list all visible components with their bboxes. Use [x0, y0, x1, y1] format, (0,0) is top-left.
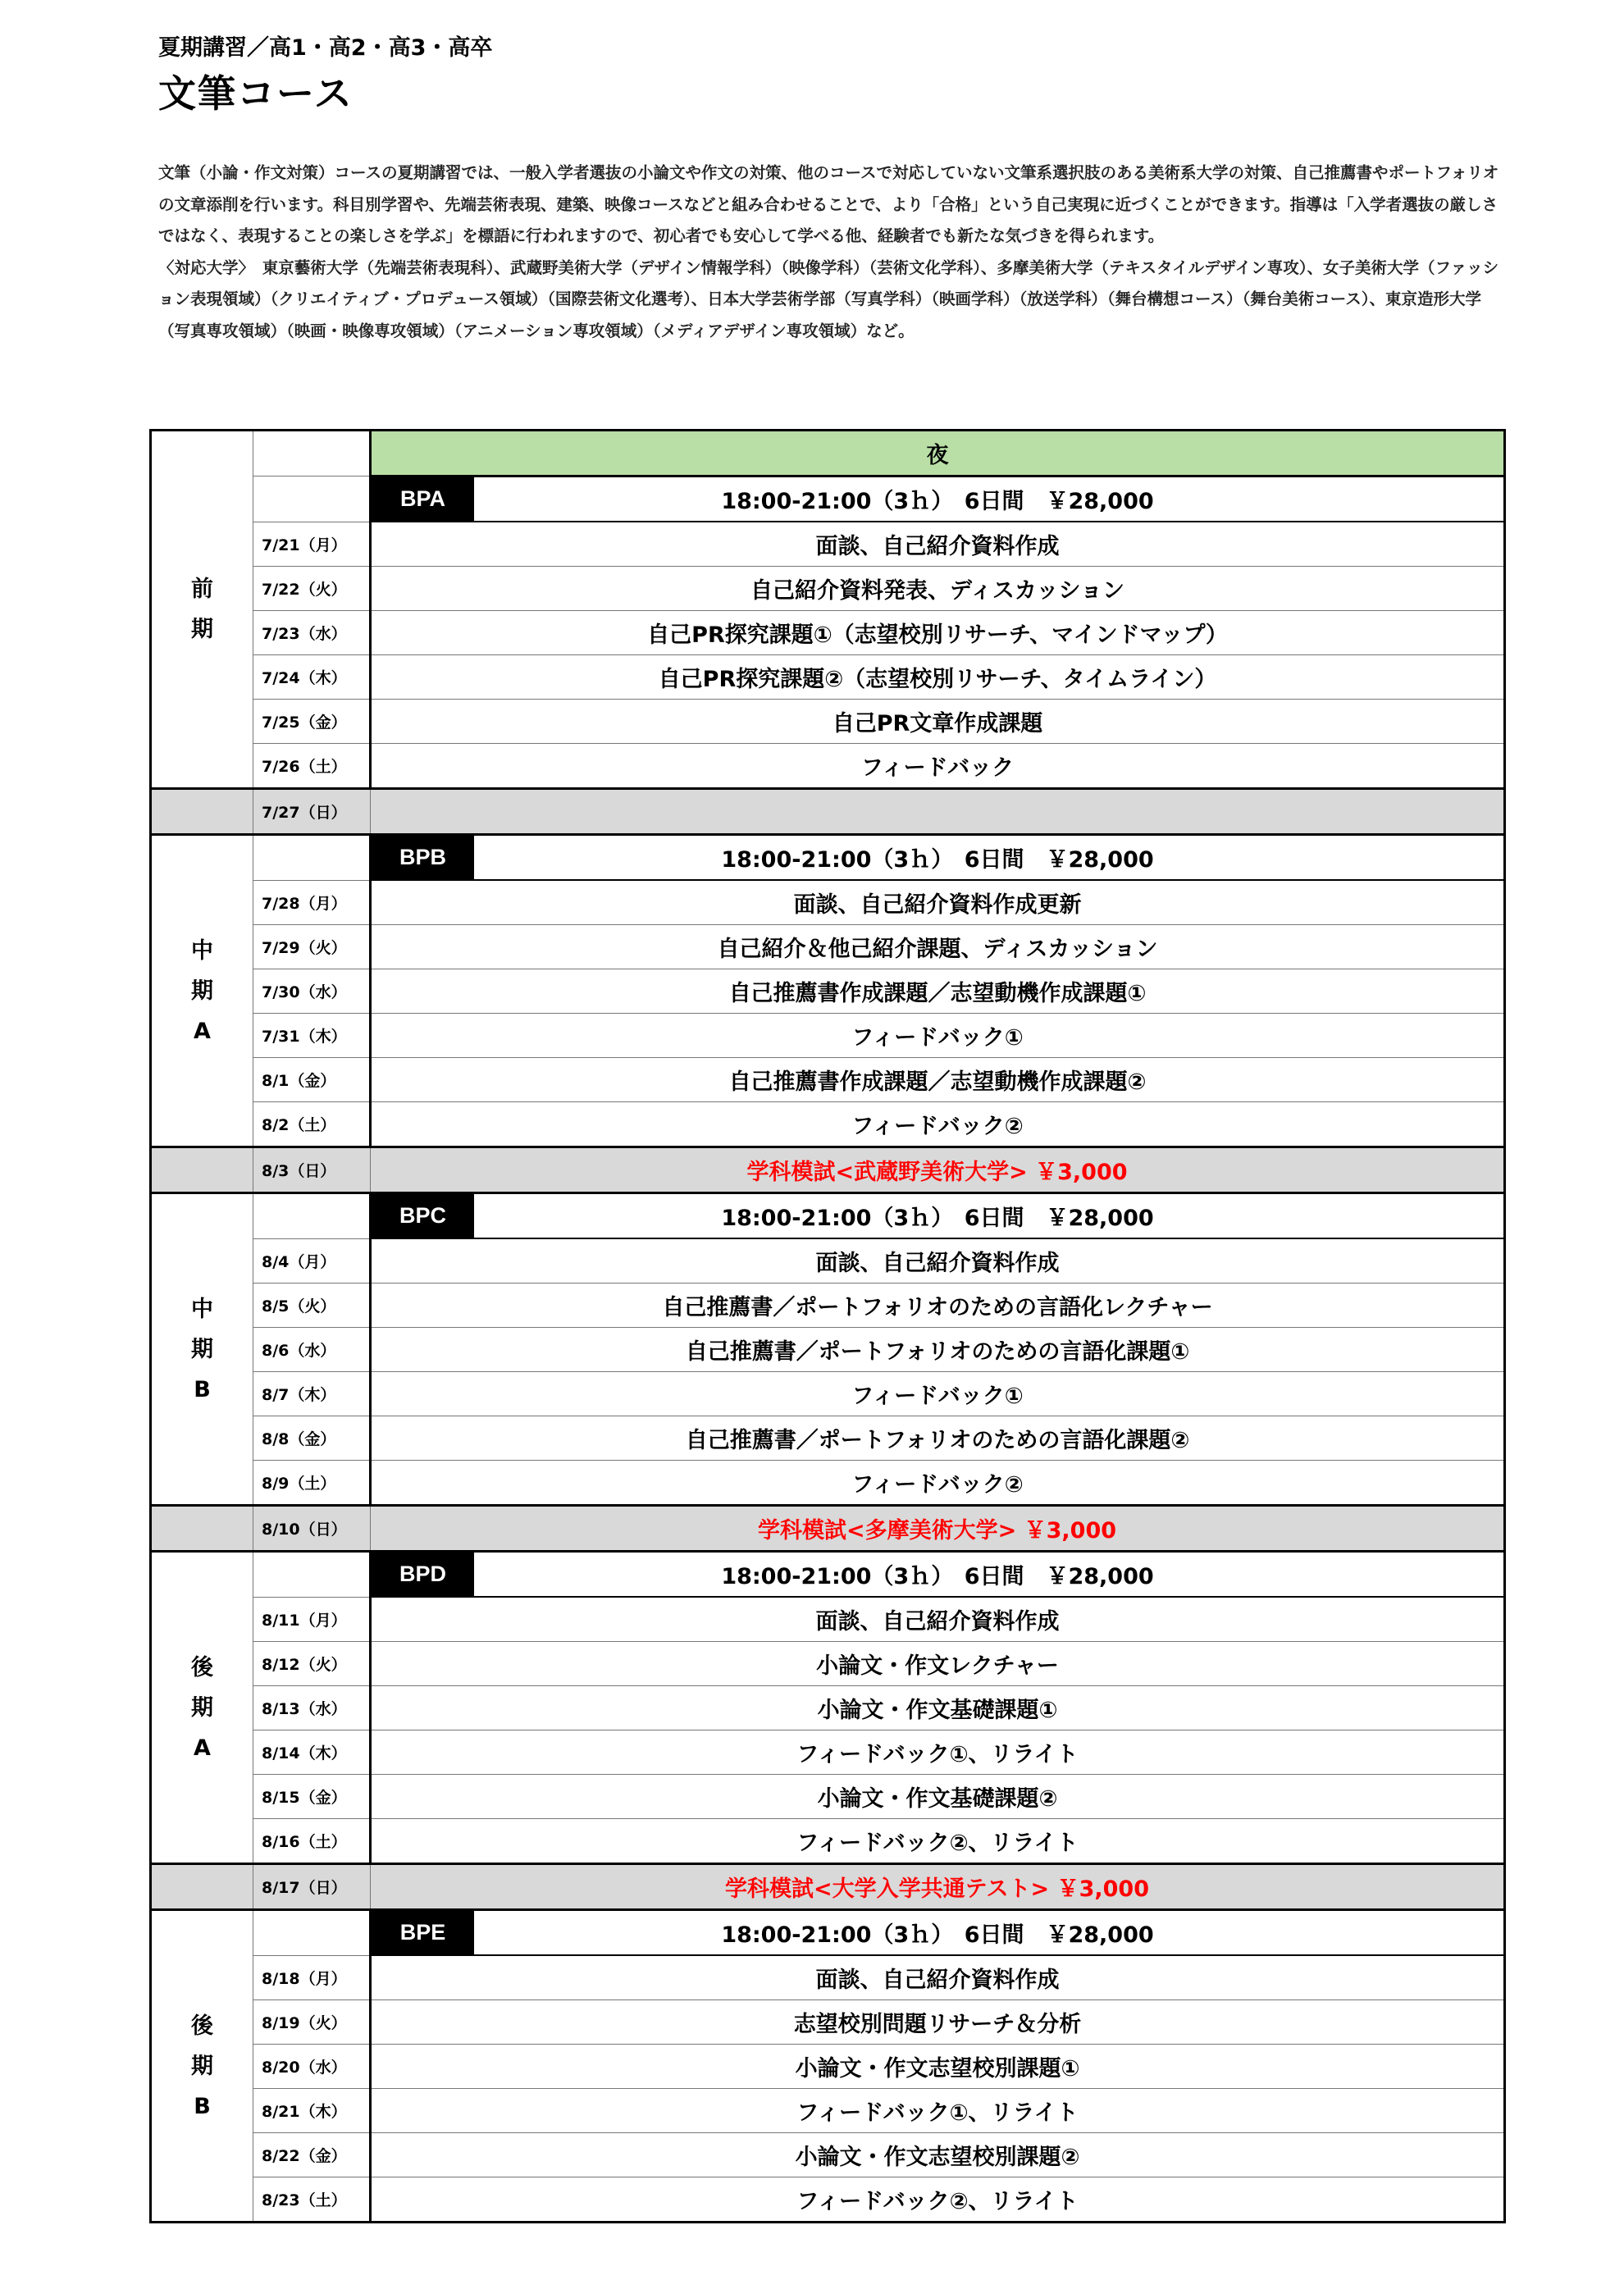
lesson-content: 面談、自己紹介資料作成 [371, 1955, 1505, 2000]
period-cell [151, 1910, 253, 2223]
schedule-row [151, 2045, 1505, 2089]
course-code-row [151, 1552, 1505, 1598]
period-label-char: 期 [191, 1694, 213, 1721]
schedule-row [151, 2133, 1505, 2177]
break-day-row [151, 1864, 1505, 1910]
date-cell: 7/21（月） [253, 522, 371, 567]
date-cell: 8/14（木） [253, 1730, 371, 1775]
date-cell: 8/23（土） [253, 2177, 371, 2223]
date-cell: 8/6（水） [253, 1328, 371, 1372]
break-day-row [151, 789, 1505, 835]
date-cell: 8/13（水） [253, 1686, 371, 1730]
date-cell: 8/5（火） [253, 1284, 371, 1328]
period-label-char: B [194, 2093, 211, 2119]
course-code-badge: BPE [372, 1911, 474, 1954]
schedule-row [151, 2000, 1505, 2045]
date-cell: 8/20（水） [253, 2045, 371, 2089]
schedule-row [151, 655, 1505, 700]
lesson-content: 志望校別問題リサーチ＆分析 [371, 2000, 1505, 2045]
lesson-content: フィードバック②、リライト [371, 1819, 1505, 1864]
period-label-char: 中 [191, 937, 213, 964]
mock-exam-note: 学科模試<大学入学共通テスト> ￥3,000 [371, 1864, 1505, 1910]
target-universities: 〈対応大学〉 東京藝術大学（先端芸術表現科）、武蔵野美術大学（デザイン情報学科）（映像学科）（芸術文化学科）、多摩美術大学（テキスタイルデザイン専攻）、女子美術大学（ファッション表現領域）（クリエイティブ・プロデュース領域）（国際芸術文化選考）、日本大学芸術学部（写真学科）（映画学科）（放送学科）（舞台構想コース）（舞台美術コース）、東京造形大学（写真専攻領域）（映画・映像専攻領域）（アニメーション専攻領域）（メディアデザイン専攻領域）など。 [158, 258, 1499, 340]
course-code-cell [371, 1552, 1505, 1598]
period-cell [151, 835, 253, 1147]
lesson-content: 小論文・作文志望校別課題② [371, 2133, 1505, 2177]
date-cell: 8/12（火） [253, 1642, 371, 1686]
lesson-content: 自己PR探究課題①（志望校別リサーチ、マインドマップ） [371, 611, 1505, 655]
period-label-char: 期 [191, 1336, 213, 1362]
break-spacer [151, 789, 253, 835]
date-cell: 7/30（水） [253, 969, 371, 1014]
course-time-price: 18:00-21:00（3ｈ） 6日間 ￥28,000 [721, 1922, 1154, 1948]
schedule-row [151, 1102, 1505, 1147]
date-cell: 7/25（金） [253, 700, 371, 744]
description-paragraph: 文筆（小論・作文対策）コースの夏期講習では、一般入学者選抜の小論文や作文の対策、他のコースで対応していない文筆系選択肢のある美術系大学の対策、自己推薦書やポートフォリオの文章添削を行います。科目別学習や、先端芸術表現、建築、映像コースなどと組み合わせることで、より「合格」という自己実現に近づくことができます。指導は「入学者選抜の厳しさではなく、表現することの楽しさを学ぶ」を標語に行われますので、初心者でも安心して学べる他、経験者でも新たな気づきを得られます。 [158, 163, 1499, 245]
schedule-row [151, 2177, 1505, 2223]
lesson-content: 自己紹介＆他己紹介課題、ディスカッション [371, 925, 1505, 969]
time-slot-header-row [151, 431, 1505, 476]
date-cell: 8/4（月） [253, 1238, 371, 1284]
mock-exam-note: 学科模試<武蔵野美術大学> ￥3,000 [371, 1147, 1505, 1193]
schedule-row [151, 2089, 1505, 2133]
lesson-content: 自己推薦書作成課題／志望動機作成課題① [371, 969, 1505, 1014]
date-cell: 8/15（金） [253, 1775, 371, 1819]
period-label-char: B [194, 1376, 211, 1402]
period-cell [151, 431, 253, 789]
schedule-row [151, 1461, 1505, 1506]
date-spacer [253, 476, 371, 522]
break-date: 8/3（日） [253, 1147, 371, 1193]
break-date: 7/27（日） [253, 789, 371, 835]
date-cell: 8/1（金） [253, 1058, 371, 1102]
course-code-row [151, 835, 1505, 881]
date-cell: 7/22（火） [253, 567, 371, 611]
schedule-row [151, 1730, 1505, 1775]
schedule-row [151, 522, 1505, 567]
course-code-badge: BPA [372, 477, 474, 521]
schedule-row [151, 567, 1505, 611]
course-code-badge: BPC [372, 1194, 474, 1238]
break-day-row [151, 1147, 1505, 1193]
course-code-row [151, 1910, 1505, 1956]
break-date: 8/10（日） [253, 1506, 371, 1552]
date-spacer [253, 1193, 371, 1239]
lesson-content: 自己PR探究課題②（志望校別リサーチ、タイムライン） [371, 655, 1505, 700]
schedule-row [151, 1372, 1505, 1416]
lesson-content: フィードバック① [371, 1014, 1505, 1058]
period-label-char: 中 [191, 1296, 213, 1322]
lesson-content: 自己推薦書／ポートフォリオのための言語化課題② [371, 1416, 1505, 1461]
schedule-row [151, 700, 1505, 744]
period-label-char: 期 [191, 617, 213, 642]
schedule-row [151, 1597, 1505, 1642]
lesson-content: フィードバック②、リライト [371, 2177, 1505, 2223]
course-code-cell [371, 1193, 1505, 1239]
date-cell: 8/9（土） [253, 1461, 371, 1506]
date-cell: 8/22（金） [253, 2133, 371, 2177]
period-label-char: 前 [191, 577, 213, 602]
course-time-price: 18:00-21:00（3ｈ） 6日間 ￥28,000 [721, 1564, 1154, 1589]
schedule-row [151, 1686, 1505, 1730]
schedule-row [151, 969, 1505, 1014]
schedule-row [151, 925, 1505, 969]
course-code-cell [371, 835, 1505, 881]
schedule-row [151, 1284, 1505, 1328]
date-cell: 7/31（木） [253, 1014, 371, 1058]
page-title: 文筆コース [158, 71, 354, 116]
break-spacer [151, 1147, 253, 1193]
lesson-content: フィードバック② [371, 1461, 1505, 1506]
period-label-char: A [194, 1735, 211, 1761]
time-slot-label: 夜 [371, 431, 1505, 476]
course-code-row [151, 476, 1505, 522]
lesson-content: 小論文・作文レクチャー [371, 1642, 1505, 1686]
date-cell: 8/7（木） [253, 1372, 371, 1416]
lesson-content: フィードバック② [371, 1102, 1505, 1147]
break-date: 8/17（日） [253, 1864, 371, 1910]
break-spacer [151, 1506, 253, 1552]
date-cell: 7/26（土） [253, 744, 371, 789]
break-spacer [151, 1864, 253, 1910]
period-label-char: 期 [191, 978, 213, 1004]
schedule-table [149, 429, 1506, 2223]
date-cell: 8/8（金） [253, 1416, 371, 1461]
schedule-row [151, 611, 1505, 655]
schedule-row [151, 1642, 1505, 1686]
date-cell: 8/2（土） [253, 1102, 371, 1147]
lesson-content: 自己PR文章作成課題 [371, 700, 1505, 744]
lesson-content: 自己紹介資料発表、ディスカッション [371, 567, 1505, 611]
course-time-price: 18:00-21:00（3ｈ） 6日間 ￥28,000 [721, 1206, 1154, 1231]
date-spacer [253, 835, 371, 881]
schedule-row [151, 1014, 1505, 1058]
schedule-row [151, 1328, 1505, 1372]
date-cell: 7/28（月） [253, 880, 371, 925]
period-label-char: 後 [191, 2013, 213, 2039]
course-code-badge: BPB [372, 836, 474, 879]
period-label-char: 期 [191, 2053, 213, 2079]
schedule-row [151, 1058, 1505, 1102]
lesson-content: 自己推薦書／ポートフォリオのための言語化レクチャー [371, 1284, 1505, 1328]
lesson-content: 面談、自己紹介資料作成 [371, 1597, 1505, 1642]
date-cell: 8/18（月） [253, 1955, 371, 2000]
schedule-row [151, 880, 1505, 925]
lesson-content: 小論文・作文基礎課題① [371, 1686, 1505, 1730]
lesson-content: 面談、自己紹介資料作成 [371, 522, 1505, 567]
course-description [158, 157, 1500, 347]
lesson-content: フィードバック①、リライト [371, 2089, 1505, 2133]
mock-exam-note [371, 789, 1505, 835]
schedule-row [151, 1416, 1505, 1461]
lesson-content: フィードバック①、リライト [371, 1730, 1505, 1775]
date-spacer [253, 1552, 371, 1598]
period-label-char: 後 [191, 1654, 213, 1680]
lesson-content: 小論文・作文基礎課題② [371, 1775, 1505, 1819]
date-cell: 8/21（木） [253, 2089, 371, 2133]
course-code-cell [371, 1910, 1505, 1956]
course-time-price: 18:00-21:00（3ｈ） 6日間 ￥28,000 [721, 489, 1154, 514]
lesson-content: 自己推薦書／ポートフォリオのための言語化課題① [371, 1328, 1505, 1372]
date-spacer [253, 1910, 371, 1956]
schedule-row [151, 1775, 1505, 1819]
period-label-char: A [194, 1018, 211, 1044]
schedule-row [151, 1955, 1505, 2000]
header-spacer [253, 431, 371, 476]
course-subtitle: 夏期講習／高1・高2・高3・高卒 [158, 35, 493, 61]
date-cell: 7/24（木） [253, 655, 371, 700]
break-day-row [151, 1506, 1505, 1552]
period-cell [151, 1552, 253, 1864]
course-time-price: 18:00-21:00（3ｈ） 6日間 ￥28,000 [721, 847, 1154, 873]
date-cell: 8/16（土） [253, 1819, 371, 1864]
course-code-row [151, 1193, 1505, 1239]
date-cell: 7/29（火） [253, 925, 371, 969]
date-cell: 7/23（水） [253, 611, 371, 655]
course-code-badge: BPD [372, 1553, 474, 1596]
date-cell: 8/19（火） [253, 2000, 371, 2045]
schedule-row [151, 1238, 1505, 1284]
lesson-content: 面談、自己紹介資料作成 [371, 1238, 1505, 1284]
period-cell [151, 1193, 253, 1506]
mock-exam-note: 学科模試<多摩美術大学> ￥3,000 [371, 1506, 1505, 1552]
schedule-row [151, 1819, 1505, 1864]
course-code-cell [371, 476, 1505, 522]
lesson-content: フィードバック [371, 744, 1505, 789]
date-cell: 8/11（月） [253, 1597, 371, 1642]
lesson-content: 自己推薦書作成課題／志望動機作成課題② [371, 1058, 1505, 1102]
schedule-row [151, 744, 1505, 789]
lesson-content: 小論文・作文志望校別課題① [371, 2045, 1505, 2089]
lesson-content: 面談、自己紹介資料作成更新 [371, 880, 1505, 925]
lesson-content: フィードバック① [371, 1372, 1505, 1416]
